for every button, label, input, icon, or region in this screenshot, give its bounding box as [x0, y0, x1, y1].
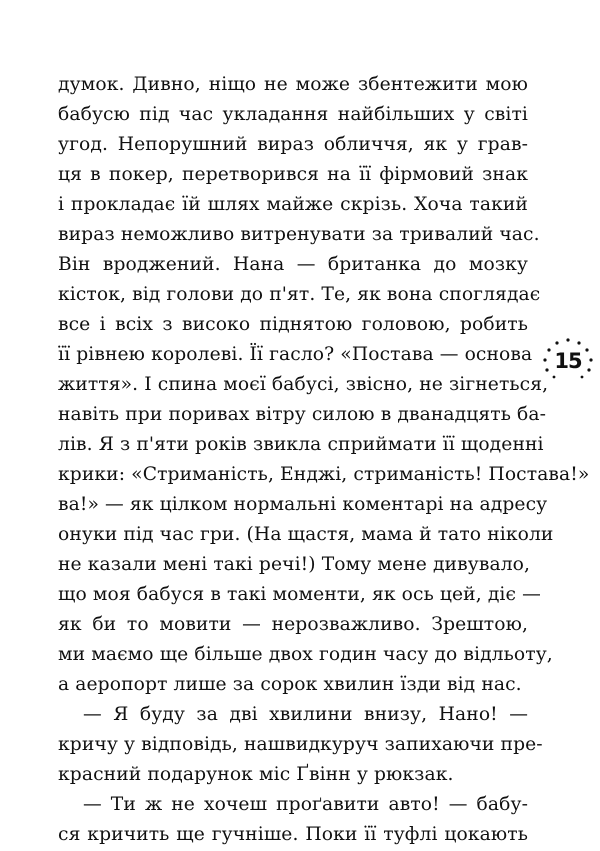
text-line: думок. Дивно, ніщо не може збентежити мою — [58, 74, 528, 95]
text-line: угод. Непорушний вираз обличчя, як у грав- — [58, 134, 528, 155]
text-line: ся кричить ще гучніше. Поки її туфлі цокають — [58, 824, 528, 845]
dialogue-line: — Ти ж не хочеш проґавити авто! — бабу- — [83, 794, 528, 815]
text-line: що моя бабуся в такі моменти, як ось цей, діє — — [58, 584, 541, 605]
text-line: онуки під час гри. (На щастя, мама й тато ніколи — [58, 524, 554, 545]
text-line: і прокладає їй шлях майже скрізь. Хоча такий — [58, 194, 528, 215]
text-line: лів. Я з п'яти років звикла сприймати її щоденні — [58, 434, 544, 455]
text-line: вираз неможливо витренувати за тривалий час. — [58, 224, 540, 245]
text-line: крики: «Стриманість, Енджі, стриманість! Постава!» — [58, 464, 590, 485]
text-line: життя». І спина моєї бабусі, звісно, не зігнеться, — [58, 374, 549, 395]
page-number: 15 — [554, 349, 582, 373]
text-line: Він вроджений. Нана — британка до мозку — [58, 254, 528, 275]
page-number-marker — [538, 337, 598, 387]
text-line: кісток, від голови до п'ят. Те, як вона споглядає — [58, 284, 541, 305]
text-line: а аеропорт лише за сорок хвилин їзди від нас. — [58, 674, 522, 695]
text-line: бабусю під час укладання найбільших у світі — [58, 104, 528, 125]
text-line: все і всіх з високо піднятою головою, робить — [58, 314, 528, 335]
text-line: ми маємо ще більше двох годин часу до відльоту, — [58, 644, 553, 665]
text-line: не казали мені такі речі!) Тому мене дивувало, — [58, 554, 531, 575]
text-line: ця в покер, перетворився на її фірмовий знак — [58, 164, 528, 185]
dialogue-line: — Я буду за дві хвилини внизу, Нано! — — [83, 704, 528, 725]
text-line: кричу у відповідь, нашвидкуруч запихаючи пре- — [58, 734, 543, 755]
text-line: ва!» — як цілком нормальні коментарі на адресу — [58, 494, 548, 515]
text-line: як би то мовити — нерозважливо. Зрештою, — [58, 614, 528, 635]
text-line: красний подарунок міс Ґвінн у рюкзак. — [58, 764, 454, 785]
text-line: навіть при поривах вітру силою в дванадцять ба- — [58, 404, 547, 425]
text-line: її рівнею королеві. Її гасло? «Постава — основа — [58, 344, 533, 365]
